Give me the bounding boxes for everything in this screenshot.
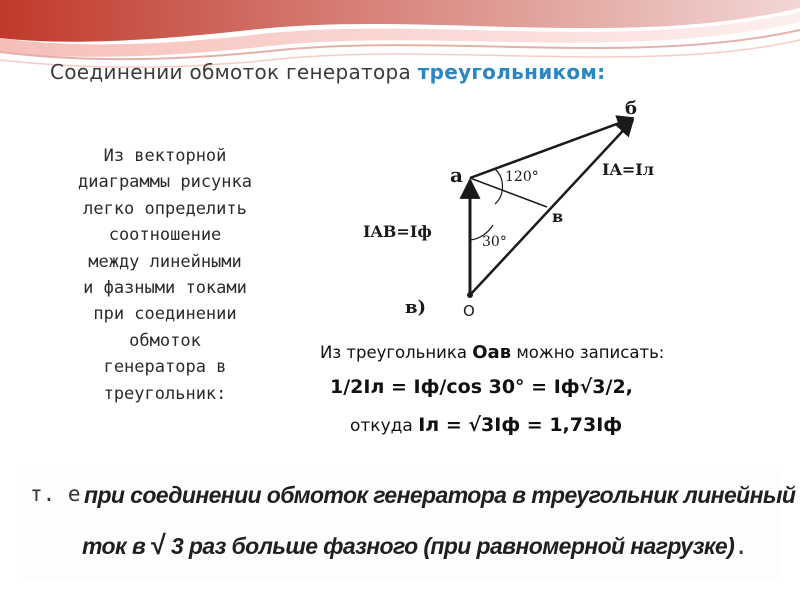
label-angle-120: 120° bbox=[505, 169, 539, 185]
label-ia: IA=Iл bbox=[602, 160, 655, 179]
label-v: в bbox=[552, 207, 564, 226]
description-text: Из векторной диаграммы рисунка легко определить соотношение между линейными и фазными токами при соединении обмоток генератора в треугольник: bbox=[78, 146, 252, 404]
conclusion-prefix: т. е. bbox=[30, 482, 94, 506]
title-main: Соединении обмоток генератора bbox=[50, 60, 412, 84]
formula-box bbox=[310, 332, 772, 444]
label-o: О bbox=[463, 302, 475, 320]
formula-result: Iл = √3Iф = 1,73Iф bbox=[418, 414, 623, 436]
sqrt-symbol: √ bbox=[150, 530, 166, 560]
formula-line-3 bbox=[350, 414, 622, 436]
formula-line-1 bbox=[320, 342, 664, 363]
formula-line-2: 1/2Iл = Iф/cos 30° = Iф√3/2, bbox=[330, 376, 633, 398]
title-accent: треугольником: bbox=[417, 60, 606, 84]
label-figure: в) bbox=[405, 297, 427, 318]
formula-line1-text: Из треугольника bbox=[320, 343, 467, 362]
vector-diagram bbox=[355, 100, 685, 325]
conclusion-line-1: при соединении обмоток генератора в треугольник линейный bbox=[84, 482, 796, 508]
point-o bbox=[467, 292, 473, 298]
label-angle-30: 30° bbox=[482, 234, 507, 250]
formula-line3-text: откуда bbox=[350, 416, 413, 436]
conclusion-block bbox=[22, 470, 796, 580]
label-iab: IAB=Iф bbox=[363, 222, 432, 241]
conclusion-line-2 bbox=[82, 530, 747, 561]
conclusion-line2-b: 3 раз больше фазного (при равномерной нагрузке) bbox=[170, 533, 735, 559]
formula-line1-end: можно записать: bbox=[516, 343, 665, 362]
conclusion-line2-a: ток в bbox=[82, 533, 146, 559]
slide-title bbox=[50, 60, 770, 84]
label-a: а bbox=[450, 163, 463, 187]
triangle-name: Оав bbox=[472, 342, 512, 363]
arc-120 bbox=[495, 169, 503, 204]
conclusion-period: . bbox=[734, 534, 748, 560]
label-b: б bbox=[625, 100, 638, 119]
